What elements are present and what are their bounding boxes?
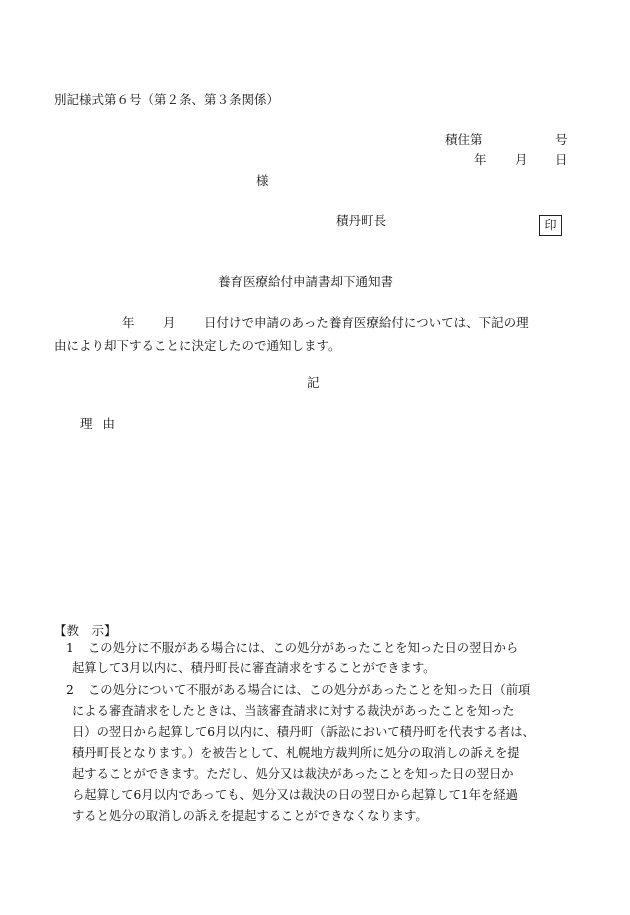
date-day-label: 日 [555, 152, 568, 167]
addressee-honorific: 様 [256, 173, 269, 188]
seal-box: 印 [539, 215, 562, 236]
reason-label: 理由 [80, 416, 126, 431]
body-year-label: 年 [122, 315, 135, 330]
notice-item-line: すると処分の取消しの訴えを提起することができなくなります。 [72, 809, 428, 823]
notice-item-line: ら起算して6月以内であっても、処分又は裁決の日の翌日から起算して1年を経過 [72, 788, 518, 802]
notice-item-line: この処分について不服がある場合には、この処分があったことを知った日（前項 [88, 683, 531, 697]
document-number-label: 積住第 [445, 132, 483, 147]
notice-item-line: この処分に不服がある場合には、この処分があったことを知った日の翌日から [88, 641, 519, 655]
issuer-title: 積丹町長 [336, 213, 387, 228]
body-month-label: 月 [163, 315, 176, 330]
ki-heading: 記 [307, 375, 320, 390]
notice-item-line: 起算して3月以内に、積丹町長に審査請求をすることができます。 [72, 661, 436, 675]
document-number-suffix: 号 [555, 132, 568, 147]
document-title: 養育医療給付申請書却下通知書 [218, 274, 394, 289]
notice-item-line: 起することができます。ただし、処分又は裁決があったことを知った日の翌日か [72, 767, 514, 781]
notice-item-line: 積丹町長となります。）を被告として、札幌地方裁判所に処分の取消しの訴えを提 [72, 746, 520, 760]
date-month-label: 月 [515, 152, 528, 167]
form-number: 別記様式第６号（第２条、第３条関係） [54, 92, 280, 107]
notice-item-number: 2 [66, 683, 74, 697]
notice-item-line: 日）の翌日から起算して6月以内に、積丹町（訴訟において積丹町を代表する者は、 [72, 725, 535, 739]
date-year-label: 年 [474, 152, 487, 167]
body-text-line-2: 由により却下することに決定したので通知します。 [54, 338, 341, 353]
notice-heading: 【教 示】 [54, 623, 117, 638]
body-text-line-1: 日付けで申請のあった養育医療給付については、下記の理 [204, 315, 529, 330]
notice-item-line: による審査請求をしたときは、当該審査請求に対する裁決があったことを知った [72, 704, 515, 718]
notice-item-number: 1 [66, 641, 74, 655]
